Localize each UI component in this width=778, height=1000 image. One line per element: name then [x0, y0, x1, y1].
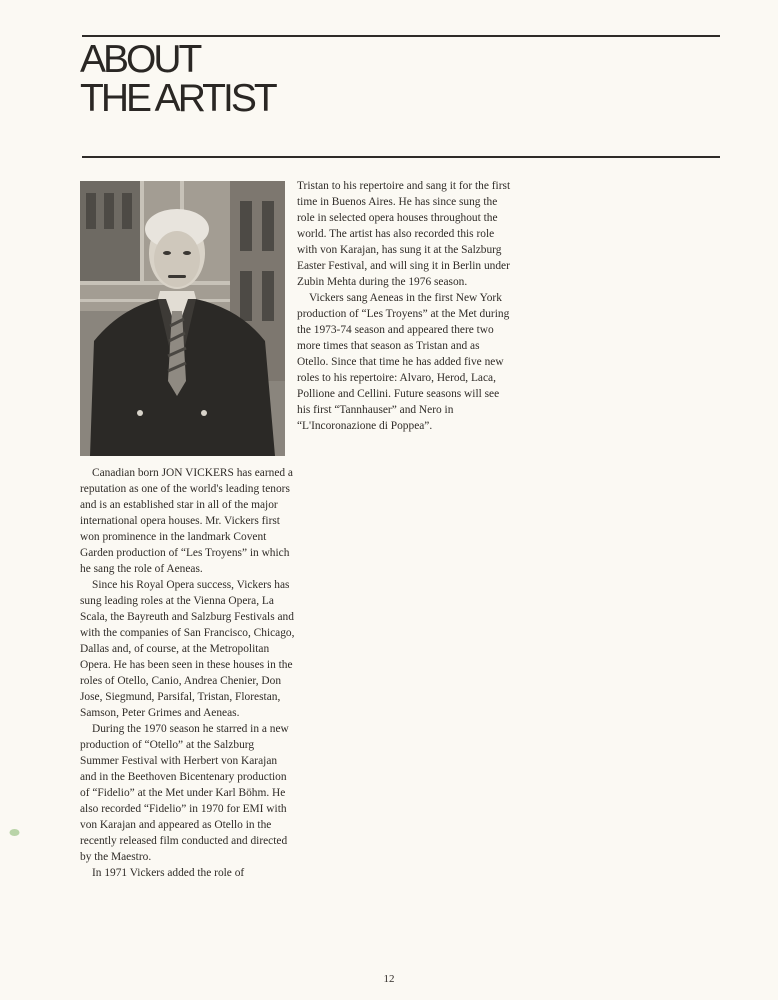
page-title	[80, 40, 480, 118]
section-rule	[82, 156, 720, 158]
paragraph: Canadian born JON VICKERS has earned a reputation as one of the world's leading tenors and is an established star in all of the major international opera houses. Mr. Vickers first won prominence in the landmark Covent Garden production of “Les Troyens” in which he sang the role of Aeneas.	[80, 467, 293, 575]
paper-blemish	[9, 824, 20, 833]
title-line-1: ABOUT	[80, 38, 200, 81]
top-rule	[82, 35, 720, 37]
right-text-column	[297, 178, 512, 434]
paragraph: In 1971 Vickers added the role of	[92, 867, 245, 879]
title-line-2: THE ARTIST	[80, 77, 275, 120]
artist-portrait	[80, 181, 285, 456]
page-number: 12	[383, 973, 395, 985]
paragraph: Tristan to his repertoire and sang it for the first time in Buenos Aires. He has since sung the role in selected opera houses throughout the world. The artist has also recorded this role with von Karajan, has sung it at the Salzburg Easter Festival, and will sing it in Berlin under Zubin Mehta during the 1976 season.	[297, 180, 511, 288]
paragraph: Since his Royal Opera success, Vickers has sung leading roles at the Vienna Opera, La Scala, the Bayreuth and Salzburg Festivals and with the companies of San Francisco, Chicago, Dallas and, of course, at the Metropolitan Opera. He has been seen in these houses in the roles of Otello, Canio, Andrea Chenier, Don Jose, Siegmund, Parsifal, Tristan, Florestan, Samson, Peter Grimes and Aeneas.	[80, 579, 295, 719]
left-text-column	[80, 465, 295, 881]
paragraph: During the 1970 season he starred in a new production of “Otello” at the Salzburg Summer Festival with Herbert von Karajan and in the Beethoven Bicentenary production of “Fidelio” at the Met under Karl Böhm. He also recorded “Fidelio” in 1970 for EMI with von Karajan and appeared as Otello in the recently released film conducted and directed by the Maestro.	[80, 723, 289, 863]
paragraph: Vickers sang Aeneas in the first New York production of “Les Troyens” at the Met during the 1973-74 season and appeared there two more times that season as Tristan and as Otello. Since that time he has added five new roles to his repertoire: Alvaro, Herod, Laca, Pollione and Cellini. Future seasons will see his first “Tannhauser” and Nero in “L'Incoronazione di Poppea”.	[297, 292, 510, 432]
